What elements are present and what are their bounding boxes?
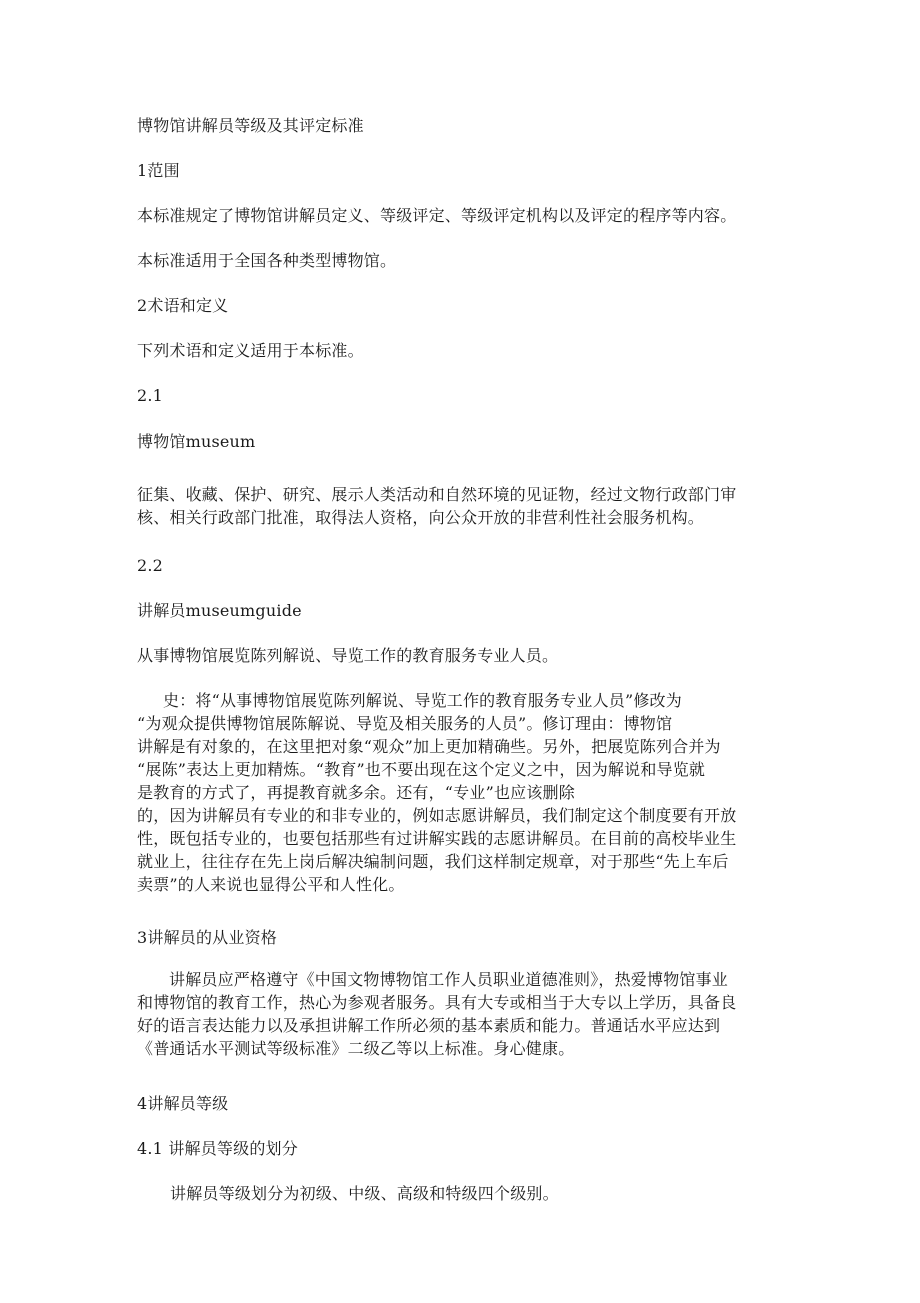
revision-comment xyxy=(137,689,782,896)
clause-4-1-body: 讲解员等级划分为初级、中级、高级和特级四个级别。 xyxy=(170,1184,559,1203)
clause-4-1-heading: 4.1 讲解员等级的划分 xyxy=(137,1139,298,1158)
section-1-heading: 1范围 xyxy=(137,161,180,180)
comment-line: 史：将“从事博物馆展览陈列解说、导览工作的教育服务专业人员”修改为 xyxy=(163,691,682,710)
body-line: 《普通话水平测试等级标准》二级乙等以上标准。身心健康。 xyxy=(137,1039,575,1058)
comment-line: 卖票”的人来说也显得公平和人性化。 xyxy=(137,875,405,894)
body-line: 好的语言表达能力以及承担讲解工作所必须的基本素质和能力。普通话水平应达到 xyxy=(137,1016,721,1035)
clause-2-2-number: 2.2 xyxy=(137,556,164,575)
section-1-paragraph-1: 本标准规定了博物馆讲解员定义、等级评定、等级评定机构以及评定的程序等内容。 xyxy=(137,206,737,225)
clause-2-2-term: 讲解员museumguide xyxy=(137,601,302,620)
comment-line: “展陈”表达上更加精炼。“教育”也不要出现在这个定义之中，因为解说和导览就 xyxy=(137,760,706,779)
section-3-heading: 3讲解员的从业资格 xyxy=(137,928,277,947)
clause-2-1-definition xyxy=(137,483,782,529)
definition-line: 征集、收藏、保护、研究、展示人类活动和自然环境的见证物，经过文物行政部门审 xyxy=(137,485,737,504)
section-3-body xyxy=(137,968,782,1060)
clause-2-1-term: 博物馆museum xyxy=(137,432,256,451)
definition-line: 核、相关行政部门批准，取得法人资格，向公众开放的非营利性社会服务机构。 xyxy=(137,508,705,527)
comment-line: 就业上，往往存在先上岗后解决编制问题，我们这样制定规章，对于那些“先上车后 xyxy=(137,852,729,871)
comment-line: “为观众提供博物馆展陈解说、导览及相关服务的人员”。修订理由：博物馆 xyxy=(137,714,673,733)
comment-line: 的，因为讲解员有专业的和非专业的，例如志愿讲解员，我们制定这个制度要有开放 xyxy=(137,806,737,825)
comment-line: 性，既包括专业的，也要包括那些有过讲解实践的志愿讲解员。在目前的高校毕业生 xyxy=(137,829,737,848)
section-1-paragraph-2: 本标准适用于全国各种类型博物馆。 xyxy=(137,251,397,270)
body-line: 讲解员应严格遵守《中国文物博物馆工作人员职业道德准则》，热爱博物馆事业 xyxy=(169,970,729,989)
body-line: 和博物馆的教育工作，热心为参观者服务。具有大专或相当于大专以上学历，具备良 xyxy=(137,993,737,1012)
clause-2-2-definition: 从事博物馆展览陈列解说、导览工作的教育服务专业人员。 xyxy=(137,646,559,665)
section-2-intro: 下列术语和定义适用于本标准。 xyxy=(137,341,364,360)
section-4-heading: 4讲解员等级 xyxy=(137,1094,229,1113)
comment-line: 是教育的方式了，再提教育就多余。还有，“专业”也应该删除 xyxy=(137,783,575,802)
clause-2-1-number: 2.1 xyxy=(137,386,164,405)
section-2-heading: 2术语和定义 xyxy=(137,296,229,315)
document-title: 博物馆讲解员等级及其评定标准 xyxy=(137,116,364,135)
comment-line: 讲解是有对象的，在这里把对象“观众”加上更加精确些。另外，把展览陈列合并为 xyxy=(137,737,721,756)
